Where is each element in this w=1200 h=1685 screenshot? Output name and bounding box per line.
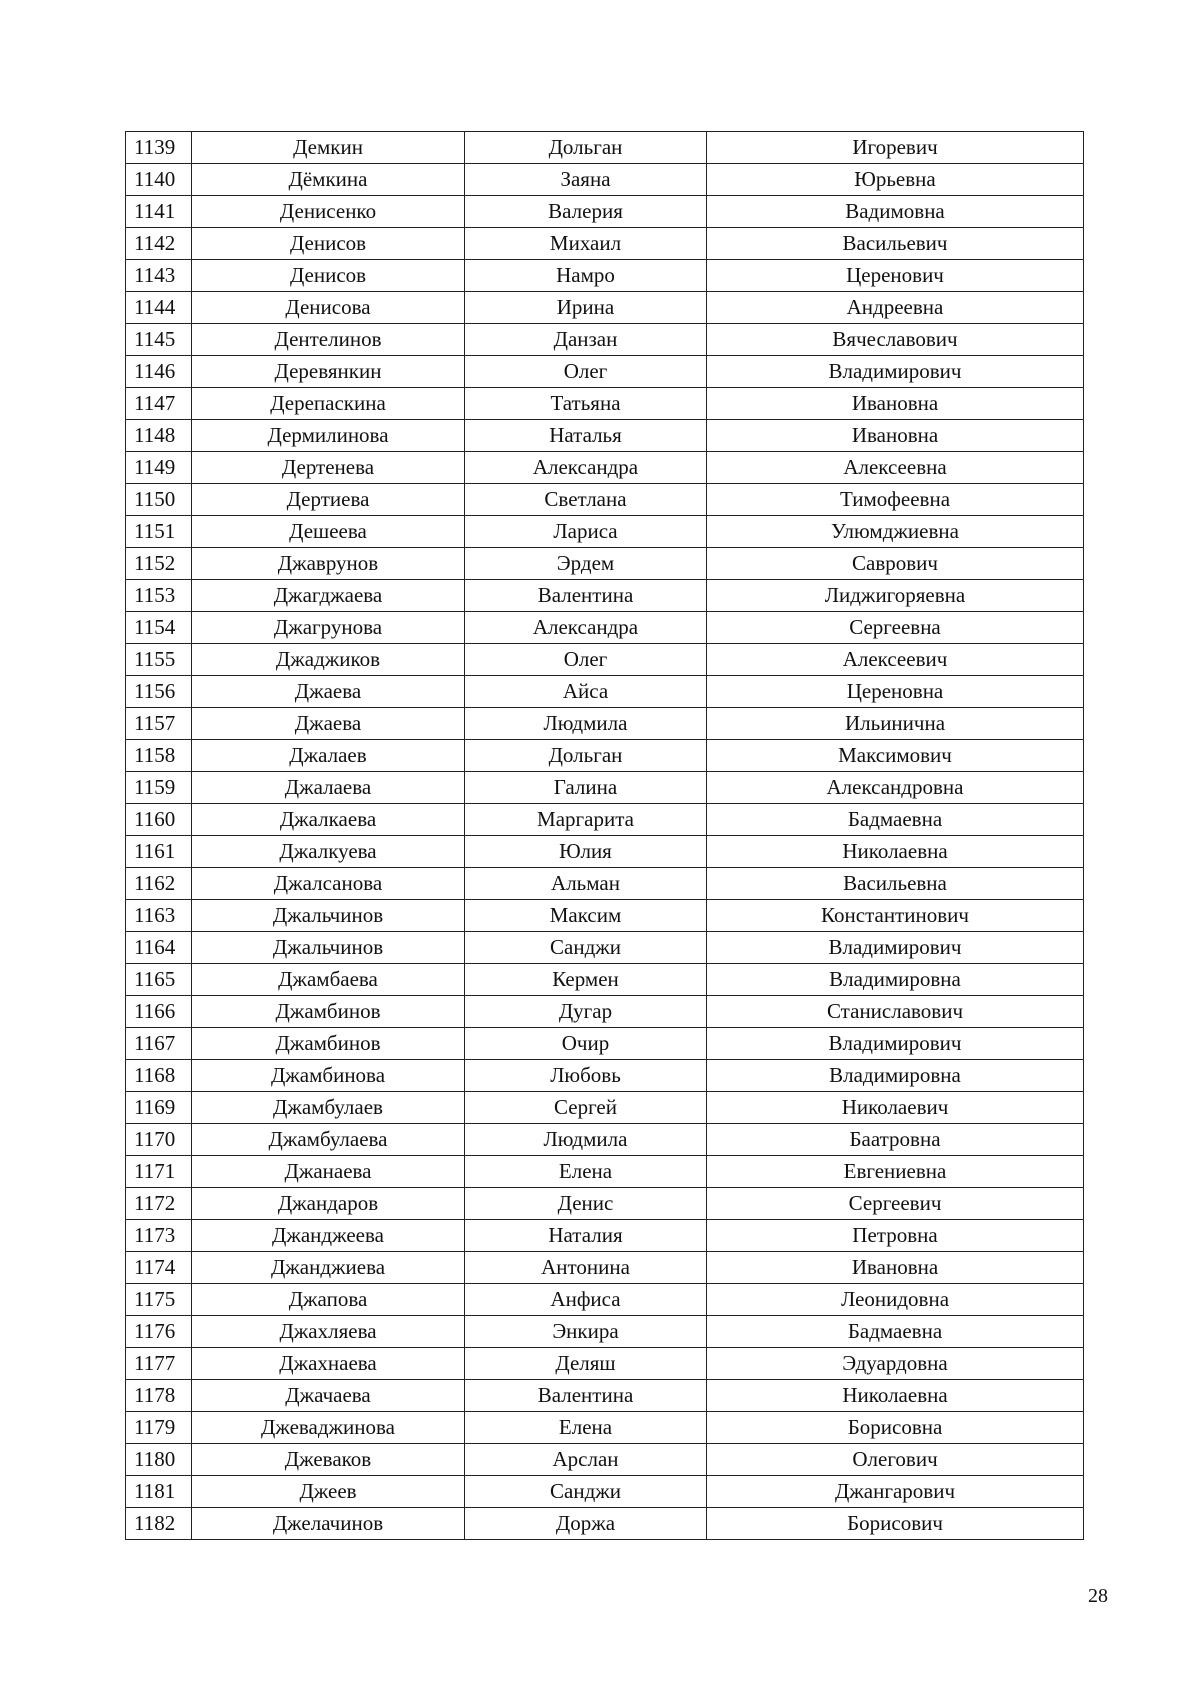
patronymic-cell: Андреевна — [707, 292, 1084, 324]
patronymic-cell: Владимирович — [707, 1028, 1084, 1060]
patronymic-cell: Эдуардовна — [707, 1348, 1084, 1380]
first-name-cell: Михаил — [465, 228, 707, 260]
row-number-cell: 1148 — [126, 420, 192, 452]
patronymic-cell: Саврович — [707, 548, 1084, 580]
table-row — [126, 644, 1084, 676]
roster-table — [125, 131, 1084, 1540]
first-name-cell: Елена — [465, 1156, 707, 1188]
first-name-cell: Лариса — [465, 516, 707, 548]
row-number-cell: 1171 — [126, 1156, 192, 1188]
last-name-cell: Джахнаева — [192, 1348, 465, 1380]
table-row — [126, 804, 1084, 836]
patronymic-cell: Сергеевна — [707, 612, 1084, 644]
patronymic-cell: Бадмаевна — [707, 1316, 1084, 1348]
table-row — [126, 964, 1084, 996]
patronymic-cell: Улюмджиевна — [707, 516, 1084, 548]
row-number-cell: 1141 — [126, 196, 192, 228]
table-row — [126, 1316, 1084, 1348]
table-row — [126, 836, 1084, 868]
table-row — [126, 484, 1084, 516]
first-name-cell: Дольган — [465, 740, 707, 772]
first-name-cell: Юлия — [465, 836, 707, 868]
row-number-cell: 1152 — [126, 548, 192, 580]
first-name-cell: Александра — [465, 612, 707, 644]
patronymic-cell: Борисовна — [707, 1412, 1084, 1444]
row-number-cell: 1178 — [126, 1380, 192, 1412]
table-row — [126, 1508, 1084, 1540]
last-name-cell: Деревянкин — [192, 356, 465, 388]
patronymic-cell: Владимирович — [707, 356, 1084, 388]
first-name-cell: Александра — [465, 452, 707, 484]
page-number: 28 — [1088, 1585, 1108, 1607]
row-number-cell: 1168 — [126, 1060, 192, 1092]
patronymic-cell: Алексеевич — [707, 644, 1084, 676]
first-name-cell: Эрдем — [465, 548, 707, 580]
table-row — [126, 356, 1084, 388]
table-row — [126, 1284, 1084, 1316]
last-name-cell: Дентелинов — [192, 324, 465, 356]
row-number-cell: 1162 — [126, 868, 192, 900]
last-name-cell: Дертенева — [192, 452, 465, 484]
row-number-cell: 1181 — [126, 1476, 192, 1508]
row-number-cell: 1163 — [126, 900, 192, 932]
roster-table-body — [126, 132, 1084, 1540]
first-name-cell: Валерия — [465, 196, 707, 228]
first-name-cell: Сергей — [465, 1092, 707, 1124]
table-row — [126, 132, 1084, 164]
first-name-cell: Деляш — [465, 1348, 707, 1380]
patronymic-cell: Александровна — [707, 772, 1084, 804]
patronymic-cell: Васильевич — [707, 228, 1084, 260]
patronymic-cell: Владимировна — [707, 964, 1084, 996]
last-name-cell: Дешеева — [192, 516, 465, 548]
row-number-cell: 1174 — [126, 1252, 192, 1284]
row-number-cell: 1143 — [126, 260, 192, 292]
first-name-cell: Ирина — [465, 292, 707, 324]
row-number-cell: 1179 — [126, 1412, 192, 1444]
last-name-cell: Дерепаскина — [192, 388, 465, 420]
table-row — [126, 868, 1084, 900]
row-number-cell: 1153 — [126, 580, 192, 612]
table-row — [126, 164, 1084, 196]
first-name-cell: Наталия — [465, 1220, 707, 1252]
patronymic-cell: Николаевна — [707, 1380, 1084, 1412]
last-name-cell: Джелачинов — [192, 1508, 465, 1540]
last-name-cell: Джанджеева — [192, 1220, 465, 1252]
last-name-cell: Денисова — [192, 292, 465, 324]
first-name-cell: Маргарита — [465, 804, 707, 836]
patronymic-cell: Владимировна — [707, 1060, 1084, 1092]
table-row — [126, 516, 1084, 548]
last-name-cell: Дермилинова — [192, 420, 465, 452]
patronymic-cell: Владимирович — [707, 932, 1084, 964]
last-name-cell: Джеев — [192, 1476, 465, 1508]
table-row — [126, 612, 1084, 644]
row-number-cell: 1173 — [126, 1220, 192, 1252]
table-row — [126, 676, 1084, 708]
patronymic-cell: Баатровна — [707, 1124, 1084, 1156]
patronymic-cell: Ильинична — [707, 708, 1084, 740]
row-number-cell: 1147 — [126, 388, 192, 420]
last-name-cell: Денисов — [192, 260, 465, 292]
table-row — [126, 1092, 1084, 1124]
row-number-cell: 1154 — [126, 612, 192, 644]
last-name-cell: Джанаева — [192, 1156, 465, 1188]
row-number-cell: 1176 — [126, 1316, 192, 1348]
first-name-cell: Доржа — [465, 1508, 707, 1540]
patronymic-cell: Сергеевич — [707, 1188, 1084, 1220]
table-row — [126, 548, 1084, 580]
row-number-cell: 1149 — [126, 452, 192, 484]
row-number-cell: 1142 — [126, 228, 192, 260]
first-name-cell: Денис — [465, 1188, 707, 1220]
first-name-cell: Людмила — [465, 1124, 707, 1156]
first-name-cell: Санджи — [465, 1476, 707, 1508]
last-name-cell: Джапова — [192, 1284, 465, 1316]
last-name-cell: Джагрунова — [192, 612, 465, 644]
table-row — [126, 388, 1084, 420]
row-number-cell: 1139 — [126, 132, 192, 164]
patronymic-cell: Васильевна — [707, 868, 1084, 900]
row-number-cell: 1161 — [126, 836, 192, 868]
patronymic-cell: Станиславович — [707, 996, 1084, 1028]
table-row — [126, 1156, 1084, 1188]
patronymic-cell: Олегович — [707, 1444, 1084, 1476]
last-name-cell: Джамбулаев — [192, 1092, 465, 1124]
last-name-cell: Джалкуева — [192, 836, 465, 868]
first-name-cell: Антонина — [465, 1252, 707, 1284]
table-row — [126, 1220, 1084, 1252]
row-number-cell: 1140 — [126, 164, 192, 196]
table-row — [126, 1476, 1084, 1508]
row-number-cell: 1165 — [126, 964, 192, 996]
row-number-cell: 1150 — [126, 484, 192, 516]
first-name-cell: Валентина — [465, 1380, 707, 1412]
first-name-cell: Очир — [465, 1028, 707, 1060]
table-row — [126, 420, 1084, 452]
patronymic-cell: Джангарович — [707, 1476, 1084, 1508]
table-row — [126, 740, 1084, 772]
patronymic-cell: Константинович — [707, 900, 1084, 932]
last-name-cell: Джальчинов — [192, 932, 465, 964]
first-name-cell: Намро — [465, 260, 707, 292]
table-row — [126, 996, 1084, 1028]
patronymic-cell: Евгениевна — [707, 1156, 1084, 1188]
first-name-cell: Людмила — [465, 708, 707, 740]
row-number-cell: 1146 — [126, 356, 192, 388]
first-name-cell: Данзан — [465, 324, 707, 356]
last-name-cell: Дёмкина — [192, 164, 465, 196]
patronymic-cell: Бадмаевна — [707, 804, 1084, 836]
patronymic-cell: Николаевич — [707, 1092, 1084, 1124]
last-name-cell: Дертиева — [192, 484, 465, 516]
row-number-cell: 1169 — [126, 1092, 192, 1124]
table-row — [126, 1348, 1084, 1380]
last-name-cell: Джальчинов — [192, 900, 465, 932]
last-name-cell: Джамбаева — [192, 964, 465, 996]
patronymic-cell: Лиджигоряевна — [707, 580, 1084, 612]
row-number-cell: 1151 — [126, 516, 192, 548]
patronymic-cell: Церенович — [707, 260, 1084, 292]
patronymic-cell: Вадимовна — [707, 196, 1084, 228]
row-number-cell: 1156 — [126, 676, 192, 708]
row-number-cell: 1144 — [126, 292, 192, 324]
table-row — [126, 1188, 1084, 1220]
first-name-cell: Галина — [465, 772, 707, 804]
patronymic-cell: Вячеславович — [707, 324, 1084, 356]
table-row — [126, 228, 1084, 260]
last-name-cell: Джеваков — [192, 1444, 465, 1476]
last-name-cell: Джаврунов — [192, 548, 465, 580]
table-row — [126, 292, 1084, 324]
first-name-cell: Любовь — [465, 1060, 707, 1092]
last-name-cell: Джандаров — [192, 1188, 465, 1220]
last-name-cell: Джамбинов — [192, 1028, 465, 1060]
first-name-cell: Олег — [465, 356, 707, 388]
first-name-cell: Дольган — [465, 132, 707, 164]
first-name-cell: Валентина — [465, 580, 707, 612]
first-name-cell: Айса — [465, 676, 707, 708]
first-name-cell: Анфиса — [465, 1284, 707, 1316]
row-number-cell: 1177 — [126, 1348, 192, 1380]
first-name-cell: Дугар — [465, 996, 707, 1028]
patronymic-cell: Петровна — [707, 1220, 1084, 1252]
first-name-cell: Максим — [465, 900, 707, 932]
table-row — [126, 196, 1084, 228]
last-name-cell: Джалаева — [192, 772, 465, 804]
row-number-cell: 1158 — [126, 740, 192, 772]
row-number-cell: 1175 — [126, 1284, 192, 1316]
table-row — [126, 452, 1084, 484]
first-name-cell: Арслан — [465, 1444, 707, 1476]
last-name-cell: Джеваджинова — [192, 1412, 465, 1444]
table-row — [126, 1028, 1084, 1060]
row-number-cell: 1155 — [126, 644, 192, 676]
patronymic-cell: Игоревич — [707, 132, 1084, 164]
first-name-cell: Кермен — [465, 964, 707, 996]
row-number-cell: 1145 — [126, 324, 192, 356]
last-name-cell: Джамбинов — [192, 996, 465, 1028]
last-name-cell: Джаева — [192, 676, 465, 708]
first-name-cell: Санджи — [465, 932, 707, 964]
first-name-cell: Олег — [465, 644, 707, 676]
row-number-cell: 1172 — [126, 1188, 192, 1220]
table-row — [126, 772, 1084, 804]
patronymic-cell: Цереновна — [707, 676, 1084, 708]
row-number-cell: 1157 — [126, 708, 192, 740]
last-name-cell: Джагджаева — [192, 580, 465, 612]
row-number-cell: 1170 — [126, 1124, 192, 1156]
patronymic-cell: Тимофеевна — [707, 484, 1084, 516]
table-row — [126, 1252, 1084, 1284]
row-number-cell: 1166 — [126, 996, 192, 1028]
table-row — [126, 1412, 1084, 1444]
patronymic-cell: Максимович — [707, 740, 1084, 772]
last-name-cell: Денисов — [192, 228, 465, 260]
row-number-cell: 1182 — [126, 1508, 192, 1540]
last-name-cell: Джамбинова — [192, 1060, 465, 1092]
patronymic-cell: Ивановна — [707, 420, 1084, 452]
row-number-cell: 1160 — [126, 804, 192, 836]
table-row — [126, 1380, 1084, 1412]
patronymic-cell: Борисович — [707, 1508, 1084, 1540]
patronymic-cell: Ивановна — [707, 388, 1084, 420]
row-number-cell: 1159 — [126, 772, 192, 804]
first-name-cell: Заяна — [465, 164, 707, 196]
patronymic-cell: Леонидовна — [707, 1284, 1084, 1316]
last-name-cell: Джалаев — [192, 740, 465, 772]
patronymic-cell: Юрьевна — [707, 164, 1084, 196]
last-name-cell: Джанджиева — [192, 1252, 465, 1284]
last-name-cell: Денисенко — [192, 196, 465, 228]
last-name-cell: Джаева — [192, 708, 465, 740]
first-name-cell: Энкира — [465, 1316, 707, 1348]
first-name-cell: Татьяна — [465, 388, 707, 420]
table-row — [126, 260, 1084, 292]
table-row — [126, 900, 1084, 932]
first-name-cell: Альман — [465, 868, 707, 900]
table-row — [126, 1060, 1084, 1092]
patronymic-cell: Николаевна — [707, 836, 1084, 868]
last-name-cell: Джаджиков — [192, 644, 465, 676]
table-row — [126, 324, 1084, 356]
last-name-cell: Джалкаева — [192, 804, 465, 836]
last-name-cell: Джачаева — [192, 1380, 465, 1412]
table-row — [126, 932, 1084, 964]
table-row — [126, 1444, 1084, 1476]
last-name-cell: Демкин — [192, 132, 465, 164]
patronymic-cell: Алексеевна — [707, 452, 1084, 484]
table-row — [126, 708, 1084, 740]
table-row — [126, 580, 1084, 612]
last-name-cell: Джалсанова — [192, 868, 465, 900]
patronymic-cell: Ивановна — [707, 1252, 1084, 1284]
row-number-cell: 1164 — [126, 932, 192, 964]
table-row — [126, 1124, 1084, 1156]
row-number-cell: 1167 — [126, 1028, 192, 1060]
first-name-cell: Светлана — [465, 484, 707, 516]
last-name-cell: Джахляева — [192, 1316, 465, 1348]
last-name-cell: Джамбулаева — [192, 1124, 465, 1156]
first-name-cell: Елена — [465, 1412, 707, 1444]
first-name-cell: Наталья — [465, 420, 707, 452]
row-number-cell: 1180 — [126, 1444, 192, 1476]
